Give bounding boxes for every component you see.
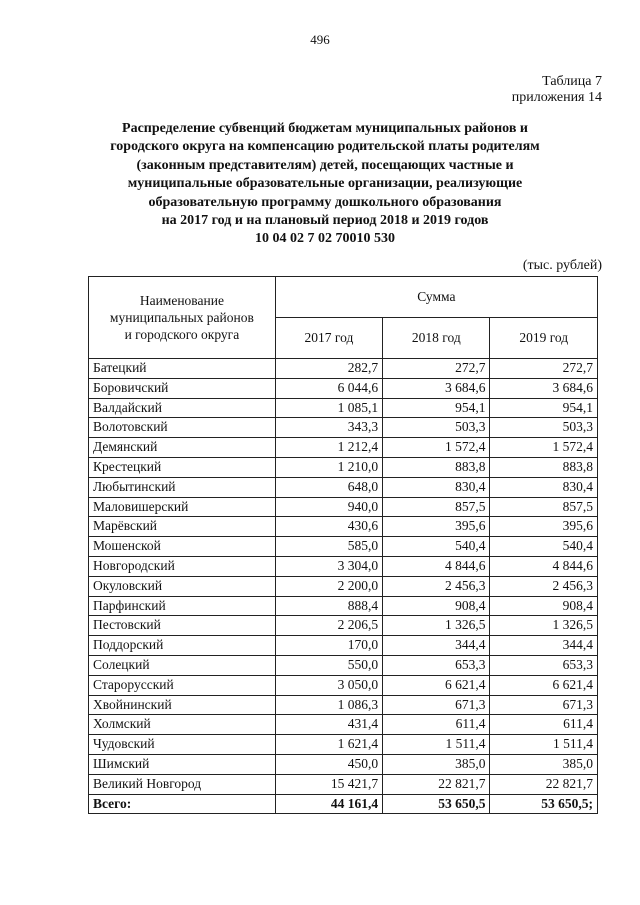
district-name: Окуловский <box>89 576 276 596</box>
value-2019: 653,3 <box>490 655 598 675</box>
value-2019: 671,3 <box>490 695 598 715</box>
table-row <box>89 497 598 517</box>
value-2019: 540,4 <box>490 537 598 557</box>
district-name: Парфинский <box>89 596 276 616</box>
value-2018: 53 650,5 <box>383 794 490 814</box>
value-2017: 550,0 <box>275 655 382 675</box>
value-2017: 6 044,6 <box>275 378 382 398</box>
district-name: Великий Новгород <box>89 774 276 794</box>
value-2018: 272,7 <box>383 359 490 379</box>
title-line: образовательную программу дошкольного образования <box>148 194 502 210</box>
title-line: Распределение субвенций бюджетам муниципальных районов и <box>122 121 528 136</box>
value-2018: 395,6 <box>383 517 490 537</box>
district-name: Чудовский <box>89 735 276 755</box>
value-2017: 888,4 <box>275 596 382 616</box>
value-2019: 53 650,5; <box>490 794 598 814</box>
header-name-line: Наименование <box>139 293 224 308</box>
district-name: Новгородский <box>89 556 276 576</box>
value-2018: 503,3 <box>383 418 490 438</box>
value-2019: 344,4 <box>490 636 598 656</box>
value-2017: 3 050,0 <box>275 675 382 695</box>
value-2017: 343,3 <box>275 418 382 438</box>
table-number: Таблица 7 <box>542 74 602 89</box>
table-row <box>89 596 598 616</box>
value-2018: 3 684,6 <box>383 378 490 398</box>
value-2018: 671,3 <box>383 695 490 715</box>
value-2018: 1 511,4 <box>383 735 490 755</box>
table-row <box>89 735 598 755</box>
value-2018: 883,8 <box>383 457 490 477</box>
value-2017: 1 621,4 <box>275 735 382 755</box>
district-name: Холмский <box>89 715 276 735</box>
table-reference <box>512 74 602 106</box>
value-2017: 1 085,1 <box>275 398 382 418</box>
district-name: Поддорский <box>89 636 276 656</box>
table-row <box>89 675 598 695</box>
district-name: Марёвский <box>89 517 276 537</box>
value-2018: 1 572,4 <box>383 438 490 458</box>
title-line: (законным представителям) детей, посещающих частные и <box>136 157 514 173</box>
value-2019: 1 511,4 <box>490 735 598 755</box>
table-row <box>89 359 598 379</box>
district-name: Демянский <box>89 438 276 458</box>
value-2017: 648,0 <box>275 477 382 497</box>
value-2017: 44 161,4 <box>275 794 382 814</box>
table-row <box>89 398 598 418</box>
value-2019: 385,0 <box>490 754 598 774</box>
header-name-line: муниципальных районов <box>109 310 254 325</box>
value-2018: 830,4 <box>383 477 490 497</box>
value-2018: 540,4 <box>383 537 490 557</box>
table-body <box>89 359 598 814</box>
value-2018: 653,3 <box>383 655 490 675</box>
header-name <box>89 277 276 359</box>
header-sum: Сумма <box>275 277 597 318</box>
budget-code: 10 04 02 7 02 70010 530 <box>255 231 395 247</box>
district-name: Маловишерский <box>89 497 276 517</box>
value-2019: 395,6 <box>490 517 598 537</box>
document-title <box>80 120 570 249</box>
value-2019: 1 326,5 <box>490 616 598 636</box>
value-2019: 6 621,4 <box>490 675 598 695</box>
value-2017: 430,6 <box>275 517 382 537</box>
table-row <box>89 517 598 537</box>
value-2017: 450,0 <box>275 754 382 774</box>
table-row <box>89 774 598 794</box>
value-2017: 940,0 <box>275 497 382 517</box>
district-name: Пестовский <box>89 616 276 636</box>
header-name-line: и городского округа <box>124 327 240 342</box>
value-2017: 431,4 <box>275 715 382 735</box>
value-2019: 503,3 <box>490 418 598 438</box>
value-2018: 385,0 <box>383 754 490 774</box>
value-2019: 611,4 <box>490 715 598 735</box>
table-row <box>89 616 598 636</box>
value-2018: 22 821,7 <box>383 774 490 794</box>
district-name: Валдайский <box>89 398 276 418</box>
value-2018: 4 844,6 <box>383 556 490 576</box>
title-line: на 2017 год и на плановый период 2018 и 2019 годов <box>161 213 489 229</box>
unit-label: (тыс. рублей) <box>522 258 602 273</box>
district-name: Батецкий <box>89 359 276 379</box>
value-2017: 1 086,3 <box>275 695 382 715</box>
appendix-number: приложения 14 <box>511 90 602 105</box>
value-2017: 2 206,5 <box>275 616 382 636</box>
value-2019: 22 821,7 <box>490 774 598 794</box>
subsidy-table <box>88 276 598 814</box>
table-row <box>89 655 598 675</box>
district-name: Крестецкий <box>89 457 276 477</box>
table-row <box>89 556 598 576</box>
district-name: Солецкий <box>89 655 276 675</box>
district-name: Боровичский <box>89 378 276 398</box>
value-2019: 857,5 <box>490 497 598 517</box>
district-name: Всего: <box>89 794 276 814</box>
value-2018: 6 621,4 <box>383 675 490 695</box>
value-2017: 3 304,0 <box>275 556 382 576</box>
value-2019: 908,4 <box>490 596 598 616</box>
page-number: 496 <box>310 32 330 47</box>
value-2018: 611,4 <box>383 715 490 735</box>
value-2019: 830,4 <box>490 477 598 497</box>
table-row <box>89 477 598 497</box>
value-2019: 3 684,6 <box>490 378 598 398</box>
table-row <box>89 695 598 715</box>
value-2018: 2 456,3 <box>383 576 490 596</box>
value-2017: 15 421,7 <box>275 774 382 794</box>
header-year-2019: 2019 год <box>490 318 598 359</box>
header-year-2017: 2017 год <box>275 318 382 359</box>
table-row <box>89 537 598 557</box>
value-2019: 2 456,3 <box>490 576 598 596</box>
district-name: Мошенской <box>89 537 276 557</box>
value-2019: 272,7 <box>490 359 598 379</box>
table-row <box>89 754 598 774</box>
district-name: Хвойнинский <box>89 695 276 715</box>
value-2018: 908,4 <box>383 596 490 616</box>
value-2019: 4 844,6 <box>490 556 598 576</box>
value-2019: 1 572,4 <box>490 438 598 458</box>
district-name: Любытинский <box>89 477 276 497</box>
district-name: Старорусский <box>89 675 276 695</box>
table-row <box>89 457 598 477</box>
table-row <box>89 418 598 438</box>
value-2017: 170,0 <box>275 636 382 656</box>
district-name: Шимский <box>89 754 276 774</box>
value-2017: 1 210,0 <box>275 457 382 477</box>
header-year-2018: 2018 год <box>383 318 490 359</box>
table-row <box>89 576 598 596</box>
value-2018: 344,4 <box>383 636 490 656</box>
value-2017: 2 200,0 <box>275 576 382 596</box>
value-2018: 857,5 <box>383 497 490 517</box>
table-row <box>89 636 598 656</box>
value-2018: 954,1 <box>383 398 490 418</box>
table-row <box>89 378 598 398</box>
value-2018: 1 326,5 <box>383 616 490 636</box>
value-2017: 282,7 <box>275 359 382 379</box>
title-line: городского округа на компенсацию родительской платы родителям <box>110 139 540 155</box>
table-row <box>89 715 598 735</box>
value-2019: 954,1 <box>490 398 598 418</box>
value-2019: 883,8 <box>490 457 598 477</box>
value-2017: 585,0 <box>275 537 382 557</box>
table-row <box>89 438 598 458</box>
district-name: Волотовский <box>89 418 276 438</box>
title-line: муниципальные образовательные организации, реализующие <box>127 176 523 192</box>
value-2017: 1 212,4 <box>275 438 382 458</box>
total-row <box>89 794 598 814</box>
